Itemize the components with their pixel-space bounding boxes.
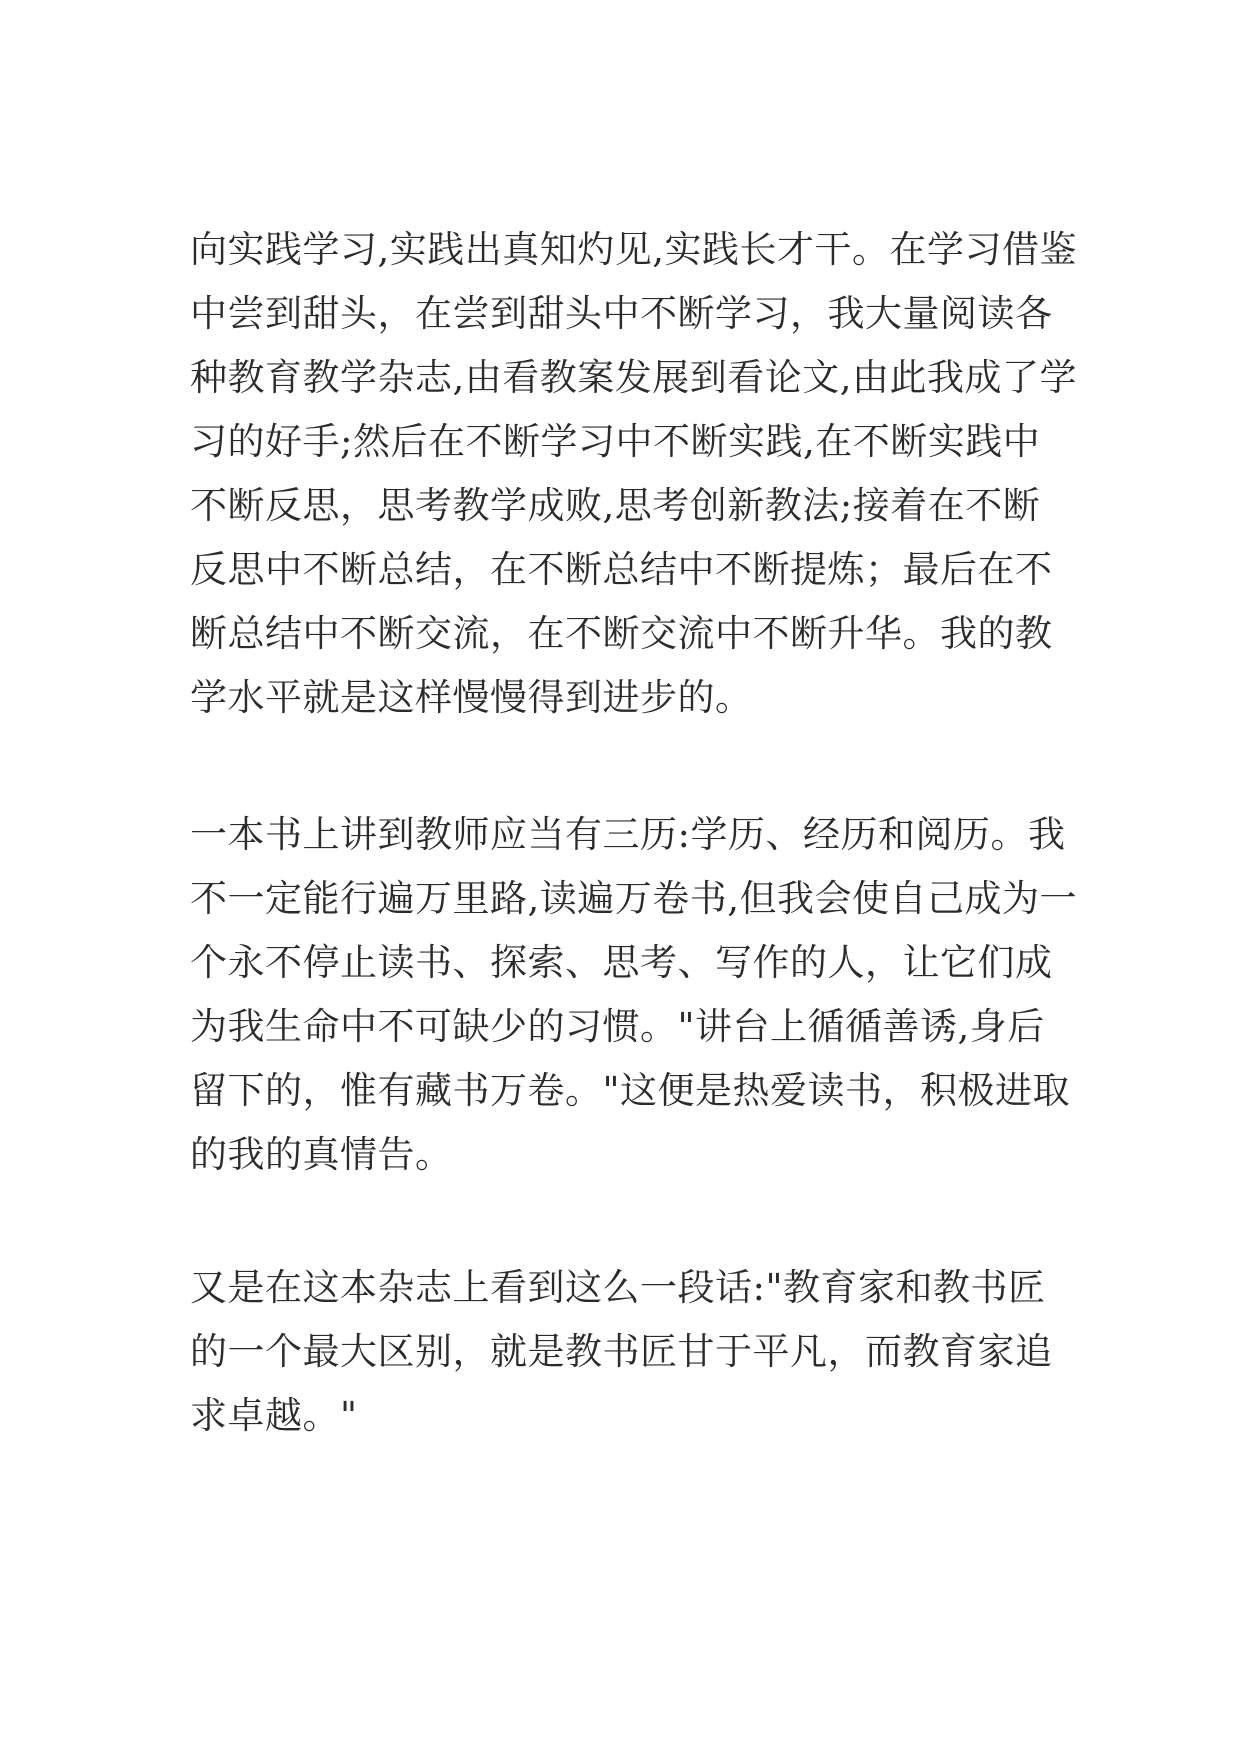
text-line: 习的好手;然后在不断学习中不断实践,在不断实践中 bbox=[190, 420, 1041, 463]
text-line: 的我的真情告。 bbox=[190, 1133, 453, 1176]
text-line: 的一个最大区别，就是教书匠甘于平凡，而教育家追 bbox=[190, 1330, 1053, 1373]
text-line: 一本书上讲到教师应当有三历:学历、经历和阅历。我 bbox=[190, 813, 1066, 856]
paragraph-3 bbox=[190, 1256, 1070, 1448]
text-line: 留下的，惟有藏书万卷。"这便是热爱读书，积极进取 bbox=[190, 1069, 1071, 1112]
paragraph-1 bbox=[190, 218, 1078, 730]
text-line: 学水平就是这样慢慢得到进步的。 bbox=[190, 676, 753, 719]
text-line: 又是在这本杂志上看到这么一段话:"教育家和教书匠 bbox=[190, 1266, 1046, 1309]
text-line: 种教育教学杂志,由看教案发展到看论文,由此我成了学 bbox=[190, 356, 1078, 399]
text-line: 反思中不断总结，在不断总结中不断提炼；最后在不 bbox=[190, 548, 1053, 591]
text-line: 中尝到甜头，在尝到甜头中不断学习，我大量阅读各 bbox=[190, 292, 1053, 335]
text-line: 个永不停止读书、探索、思考、写作的人，让它们成 bbox=[190, 941, 1053, 984]
text-line: 为我生命中不可缺少的习惯。"讲台上循循善诱,身后 bbox=[190, 1005, 1045, 1048]
text-line: 不一定能行遍万里路,读遍万卷书,但我会使自己成为一 bbox=[190, 877, 1078, 920]
text-line: 断总结中不断交流，在不断交流中不断升华。我的教 bbox=[190, 612, 1053, 655]
text-line: 求卓越。" bbox=[190, 1394, 358, 1437]
paragraph-2 bbox=[190, 803, 1078, 1187]
text-line: 不断反思，思考教学成败,思考创新教法;接着在不断 bbox=[190, 484, 1041, 527]
text-line: 向实践学习,实践出真知灼见,实践长才干。在学习借鉴 bbox=[190, 228, 1078, 271]
